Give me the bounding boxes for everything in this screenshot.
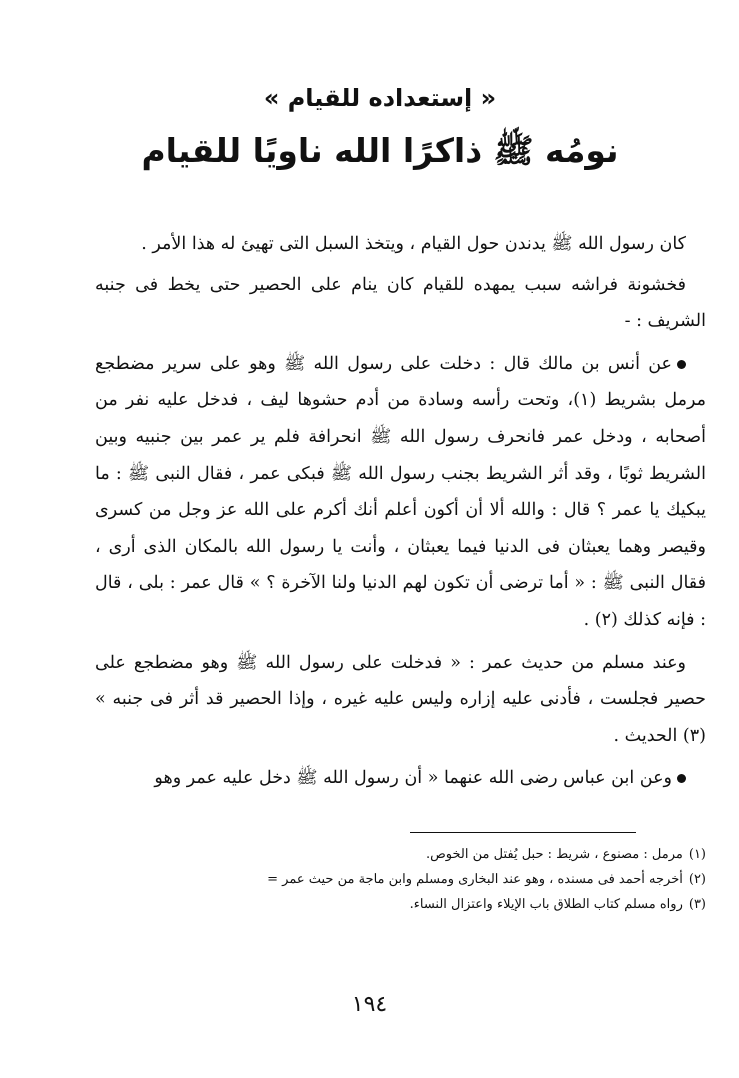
- footnote: [110, 842, 706, 867]
- bullet-icon: [677, 360, 686, 369]
- footnote-text: مرمل : مصنوع ، شريط : حبل يُفتل من الخوص.: [425, 847, 683, 862]
- footnote-divider: [410, 832, 636, 833]
- footnote-number: (٢): [688, 872, 706, 887]
- footnote-text: رواه مسلم كتاب الطلاق باب الإيلاء واعتزال النساء.: [409, 897, 683, 912]
- footnote-number: (١): [688, 847, 706, 862]
- paragraph-3: [95, 346, 706, 639]
- paragraph-5: [95, 760, 706, 797]
- footnote-number: (٣): [688, 897, 706, 912]
- section-title: « إستعداده للقيام »: [263, 84, 497, 112]
- page-number: ١٩٤: [351, 992, 388, 1017]
- section-subtitle: نومُه ﷺ ذاكرًا الله ناويًا للقيام: [141, 131, 619, 170]
- paragraph-4: وعند مسلم من حديث عمر : « فدخلت على رسول الله ﷺ وهو مضطجع على حصير فجلست ، فأدنى عليه إزاره وليس عليه غيره ، وإذا الحصير قد أثر فى جنبه » (٣) الحديث .: [95, 652, 706, 746]
- footnote-text: أخرجه أحمد فى مسنده ، وهو عند البخارى ومسلم وابن ماجة من حيث عمر =: [267, 872, 683, 887]
- paragraph-2: فخشونة فراشه سبب يمهده للقيام كان ينام على الحصير حتى يخط فى جنبه الشريف : -: [95, 274, 706, 332]
- footnote: [110, 867, 706, 892]
- paragraph-1: كان رسول الله ﷺ يدندن حول القيام ، ويتخذ السبل التى تهيئ له هذا الأمر .: [141, 234, 686, 254]
- footnote: [110, 892, 706, 917]
- paragraph-3-text: عن أنس بن مالك قال : دخلت على رسول الله ﷺ وهو على سرير مضطجع مرمل بشريط (١)، وتحت رأسه وسادة من أدم حشوها ليف ، فدخل عليه نفر من أصحابه ، ودخل عمر فانحرف رسول الله ﷺ انحرافة فلم ير عمر بين جنبيه وبين الشريط ثوبًا ، وقد أثر الشريط بجنب رسول الله ﷺ فبكى عمر ، فقال النبى ﷺ : ما يبكيك يا عمر ؟ قال : والله ألا أن أكون أعلم أنك أكرم على الله عز وجل من كسرى وقيصر وهما يعبثان فى الدنيا فيما يعبثان ، وأنت يا رسول الله بالمكان الذى أرى ، فقال النبى ﷺ : « أما ترضى أن تكون لهم الدنيا ولنا الآخرة ؟ » قال عمر : بلى ، قال : فإنه كذلك (٢) .: [95, 353, 707, 630]
- footnotes: [110, 842, 706, 917]
- body-text: [95, 226, 706, 797]
- bullet-icon: [677, 774, 686, 783]
- paragraph-5-text: وعن ابن عباس رضى الله عنهما « أن رسول الله ﷺ دخل عليه عمر وهو: [154, 768, 672, 789]
